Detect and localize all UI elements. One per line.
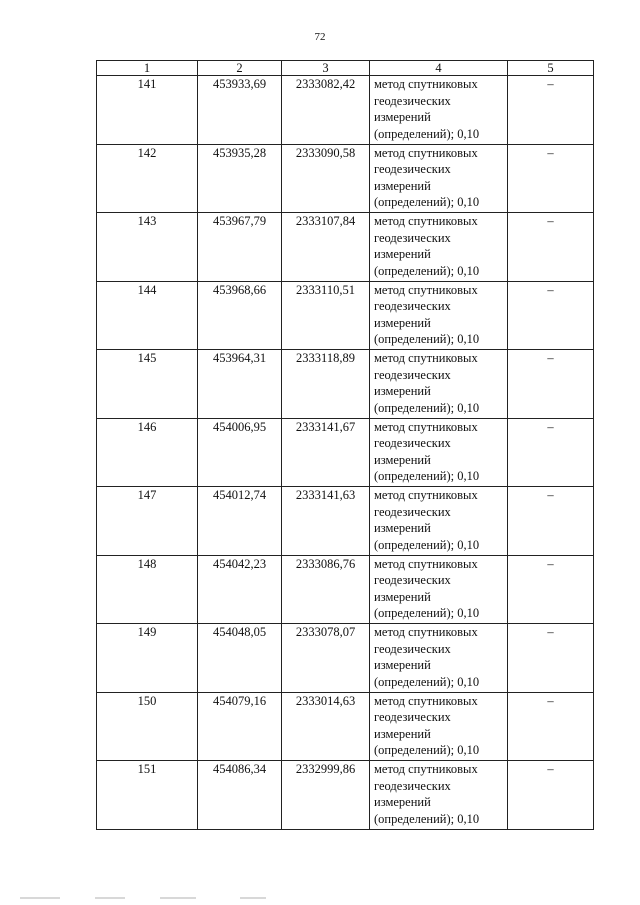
point-number-cell: 146 (97, 418, 198, 487)
header-col-5: 5 (508, 61, 594, 76)
coordinate-x-cell: 454079,16 (198, 692, 282, 761)
point-number-cell: 149 (97, 624, 198, 693)
table-row (97, 144, 594, 213)
coordinate-y-cell: 2333141,63 (282, 487, 370, 556)
note-cell: – (508, 761, 594, 830)
method-accuracy-cell: метод спутниковых геодезических измерений (определений); 0,10 (370, 213, 508, 282)
coordinate-y-cell: 2333014,63 (282, 692, 370, 761)
note-cell: – (508, 213, 594, 282)
coordinate-x-cell: 453964,31 (198, 350, 282, 419)
point-number-cell: 144 (97, 281, 198, 350)
scan-smudge (240, 897, 266, 899)
coordinate-y-cell: 2333082,42 (282, 76, 370, 145)
coordinate-y-cell: 2333090,58 (282, 144, 370, 213)
point-number-cell: 148 (97, 555, 198, 624)
coordinate-x-cell: 454012,74 (198, 487, 282, 556)
method-accuracy-cell: метод спутниковых геодезических измерений (определений); 0,10 (370, 555, 508, 624)
point-number-cell: 141 (97, 76, 198, 145)
coordinate-x-cell: 453967,79 (198, 213, 282, 282)
note-cell: – (508, 692, 594, 761)
header-col-3: 3 (282, 61, 370, 76)
coordinate-y-cell: 2333078,07 (282, 624, 370, 693)
coordinate-x-cell: 454042,23 (198, 555, 282, 624)
method-accuracy-cell: метод спутниковых геодезических измерений (определений); 0,10 (370, 418, 508, 487)
coordinate-y-cell: 2333141,67 (282, 418, 370, 487)
header-col-4: 4 (370, 61, 508, 76)
coordinate-x-cell: 454086,34 (198, 761, 282, 830)
note-cell: – (508, 144, 594, 213)
method-accuracy-cell: метод спутниковых геодезических измерений (определений); 0,10 (370, 624, 508, 693)
coordinate-y-cell: 2333118,89 (282, 350, 370, 419)
table-row (97, 555, 594, 624)
scan-smudge (160, 897, 196, 899)
coordinate-x-cell: 453968,66 (198, 281, 282, 350)
coordinate-y-cell: 2333086,76 (282, 555, 370, 624)
table-row (97, 350, 594, 419)
table-row (97, 213, 594, 282)
note-cell: – (508, 555, 594, 624)
note-cell: – (508, 418, 594, 487)
table-header-row (97, 61, 594, 76)
table-body (97, 76, 594, 830)
scan-smudge (20, 897, 60, 899)
coordinate-x-cell: 453935,28 (198, 144, 282, 213)
table-row (97, 487, 594, 556)
method-accuracy-cell: метод спутниковых геодезических измерений (определений); 0,10 (370, 350, 508, 419)
point-number-cell: 145 (97, 350, 198, 419)
coordinates-table (96, 60, 594, 830)
note-cell: – (508, 487, 594, 556)
note-cell: – (508, 624, 594, 693)
point-number-cell: 143 (97, 213, 198, 282)
note-cell: – (508, 76, 594, 145)
point-number-cell: 151 (97, 761, 198, 830)
method-accuracy-cell: метод спутниковых геодезических измерений (определений); 0,10 (370, 76, 508, 145)
method-accuracy-cell: метод спутниковых геодезических измерений (определений); 0,10 (370, 761, 508, 830)
method-accuracy-cell: метод спутниковых геодезических измерений (определений); 0,10 (370, 487, 508, 556)
table-row (97, 761, 594, 830)
note-cell: – (508, 350, 594, 419)
coordinate-x-cell: 454006,95 (198, 418, 282, 487)
coordinate-y-cell: 2333110,51 (282, 281, 370, 350)
header-col-2: 2 (198, 61, 282, 76)
table-row (97, 692, 594, 761)
note-cell: – (508, 281, 594, 350)
method-accuracy-cell: метод спутниковых геодезических измерений (определений); 0,10 (370, 281, 508, 350)
coordinate-x-cell: 453933,69 (198, 76, 282, 145)
header-col-1: 1 (97, 61, 198, 76)
coordinate-x-cell: 454048,05 (198, 624, 282, 693)
method-accuracy-cell: метод спутниковых геодезических измерений (определений); 0,10 (370, 144, 508, 213)
table-row (97, 281, 594, 350)
table-row (97, 624, 594, 693)
scan-edge-artifacts (0, 893, 640, 905)
method-accuracy-cell: метод спутниковых геодезических измерений (определений); 0,10 (370, 692, 508, 761)
point-number-cell: 147 (97, 487, 198, 556)
page-number: 72 (314, 31, 326, 43)
scan-smudge (95, 897, 125, 899)
coordinate-y-cell: 2332999,86 (282, 761, 370, 830)
table-row (97, 418, 594, 487)
table-row (97, 76, 594, 145)
coordinate-y-cell: 2333107,84 (282, 213, 370, 282)
point-number-cell: 150 (97, 692, 198, 761)
point-number-cell: 142 (97, 144, 198, 213)
